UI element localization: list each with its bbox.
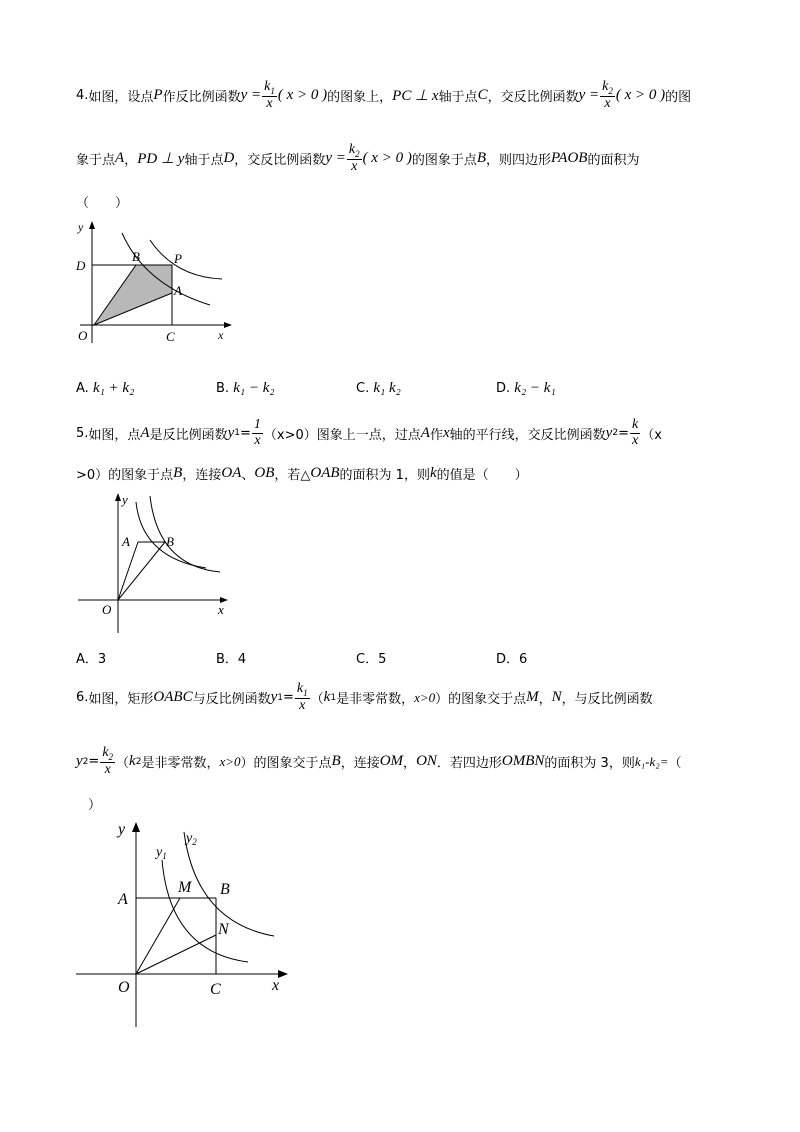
point-label-c: C <box>166 329 175 344</box>
q4-options <box>76 380 676 400</box>
point-label-a: A <box>174 283 182 298</box>
axis-label-x: x <box>272 977 280 994</box>
fraction-k2-x: $\frac{k_2}{x}$ <box>102 745 114 778</box>
q5-option-b[interactable]: B．4 <box>216 652 247 667</box>
fraction-k-x: $\frac{k}{x}$ <box>631 417 639 448</box>
q5-option-d[interactable]: D．6 <box>496 652 528 667</box>
q4-option-a[interactable]: A. k₁ + k₂ <box>76 380 135 396</box>
q4-option-b[interactable]: B. k₁ − k₂ <box>216 380 275 396</box>
q4-line2: 象于点 A ， PD ⊥ y 轴于点 D ，交反比例函数 y = $\frac{k_2}{x}$ ( x > 0 ) 的图象于点 B ，则四边形 PAOB 的面积为 <box>76 142 640 175</box>
q6-line2: y 2 = $\frac{k_2}{x}$ （ k 2 是非零常数， x>0 ）的图象交于点 B ，连接 OM ， ON ．若四边形 OMBN 的面积为 3，则 k₁-k₂= （ <box>76 745 682 778</box>
axis-label-x: x <box>218 328 224 342</box>
q5-figure <box>70 488 240 638</box>
point-label-o: O <box>102 602 112 617</box>
point-label-a: A <box>118 891 128 908</box>
var-paob: PAOB <box>551 150 588 167</box>
q4-option-c[interactable]: C. k₁ k₂ <box>356 380 401 396</box>
axis-label-y: y <box>122 492 128 507</box>
fraction-k1-x: $\frac{k_1}{x}$ <box>296 681 308 714</box>
axis-label-y: y <box>78 220 84 234</box>
q4-option-d[interactable]: D. k₂ − k₁ <box>496 380 556 396</box>
q6-line3: ） <box>88 798 102 813</box>
point-label-n: N <box>218 921 229 938</box>
point-label-o: O <box>118 979 130 996</box>
point-label-p: P <box>174 251 182 266</box>
point-label-o: O <box>78 328 88 343</box>
q6-line1: 6. 如图，矩形 OABC 与反比例函数 y 1 = $\frac{k_1}{x}$ （ k 1 是非零常数， x>0 ）的图象交于点 M ， N ，与反比例函数 <box>76 681 653 714</box>
q6-number: 6. <box>76 690 89 706</box>
curve-label-y2: $y_2$ <box>186 831 197 847</box>
axis-label-y: y <box>118 821 126 838</box>
shaded-quadrilateral <box>94 265 172 325</box>
point-label-b: B <box>132 249 140 264</box>
fraction-k1-x: $\frac{k_1}{x}$ <box>264 79 275 112</box>
q6-figure <box>70 812 300 1032</box>
fraction-k2-x: $\frac{k_2}{x}$ <box>602 79 613 112</box>
q4-answer-paren: （ ） <box>76 196 129 211</box>
q4-line1: 4. 如图，设点 P 作反比例函数 y = $\frac{k_1}{x}$ ( x > 0 ) 的图象上， PC ⊥ x 轴于点 C ，交反比例函数 y = $\frac{k_2}{x}$ ( x > 0 ) 的图 <box>76 79 692 112</box>
q5-option-c[interactable]: C．5 <box>356 652 387 667</box>
point-label-b: B <box>166 534 174 549</box>
var-p: P <box>153 87 163 104</box>
point-label-a: A <box>122 534 130 549</box>
q5-options <box>76 648 676 668</box>
fraction-1-x: $\frac{1}{x}$ <box>253 417 261 448</box>
axis-label-x: x <box>218 602 224 617</box>
q5-number: 5. <box>76 425 89 441</box>
point-label-m: M <box>178 879 192 896</box>
q5-option-a[interactable]: A．3 <box>76 652 107 667</box>
point-label-b: B <box>220 881 230 898</box>
q5-line1: 5. 如图，点 A 是反比例函数 y 1 = $\frac{1}{x}$ （x>0）图象上一点，过点 A 作 x 轴的平行线，交反比例函数 y 2 = $\frac{k}{x}$ （x <box>76 417 662 448</box>
q5-line2: >0）的图象于点 B ，连接 OA 、 OB ，若△ OAB 的面积为 1，则 k 的值是（ ） <box>76 465 528 483</box>
q4-number: 4. <box>76 88 89 104</box>
point-label-d: D <box>76 258 86 273</box>
point-label-c: C <box>210 981 221 998</box>
q4-figure <box>70 215 240 350</box>
curve-label-y1: $y_1$ <box>156 845 167 861</box>
